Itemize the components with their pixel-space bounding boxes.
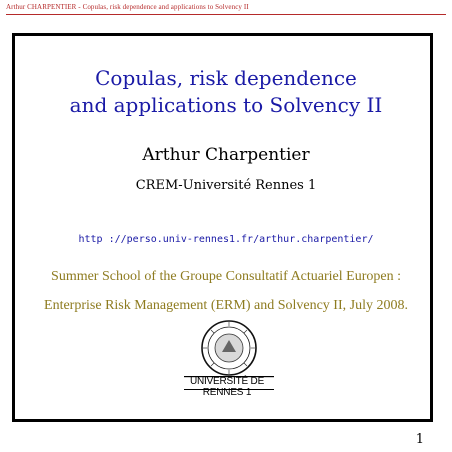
running-header: Arthur CHARPENTIER - Copulas, risk dependence and applications to Solvency II [6, 3, 249, 11]
event-line-1: Summer School of the Groupe Consultatif Actuariel Europen : [51, 269, 401, 284]
title-line-1: Copulas, risk dependence [95, 66, 357, 90]
affiliation: CREM-Université Rennes 1 [135, 178, 317, 193]
page-number: 1 [415, 432, 424, 447]
event-line-2: Enterprise Risk Management (ERM) and Solvency II, July 2008. [44, 298, 408, 313]
title-line-2: and applications to Solvency II [69, 93, 383, 117]
homepage-link[interactable]: http ://perso.univ-rennes1.fr/arthur.charpentier/ [78, 234, 374, 245]
logo-caption: UNIVERSITÉ DE RENNES 1 [189, 376, 265, 398]
author-name: Arthur Charpentier [142, 145, 310, 165]
header-rule [6, 14, 446, 15]
